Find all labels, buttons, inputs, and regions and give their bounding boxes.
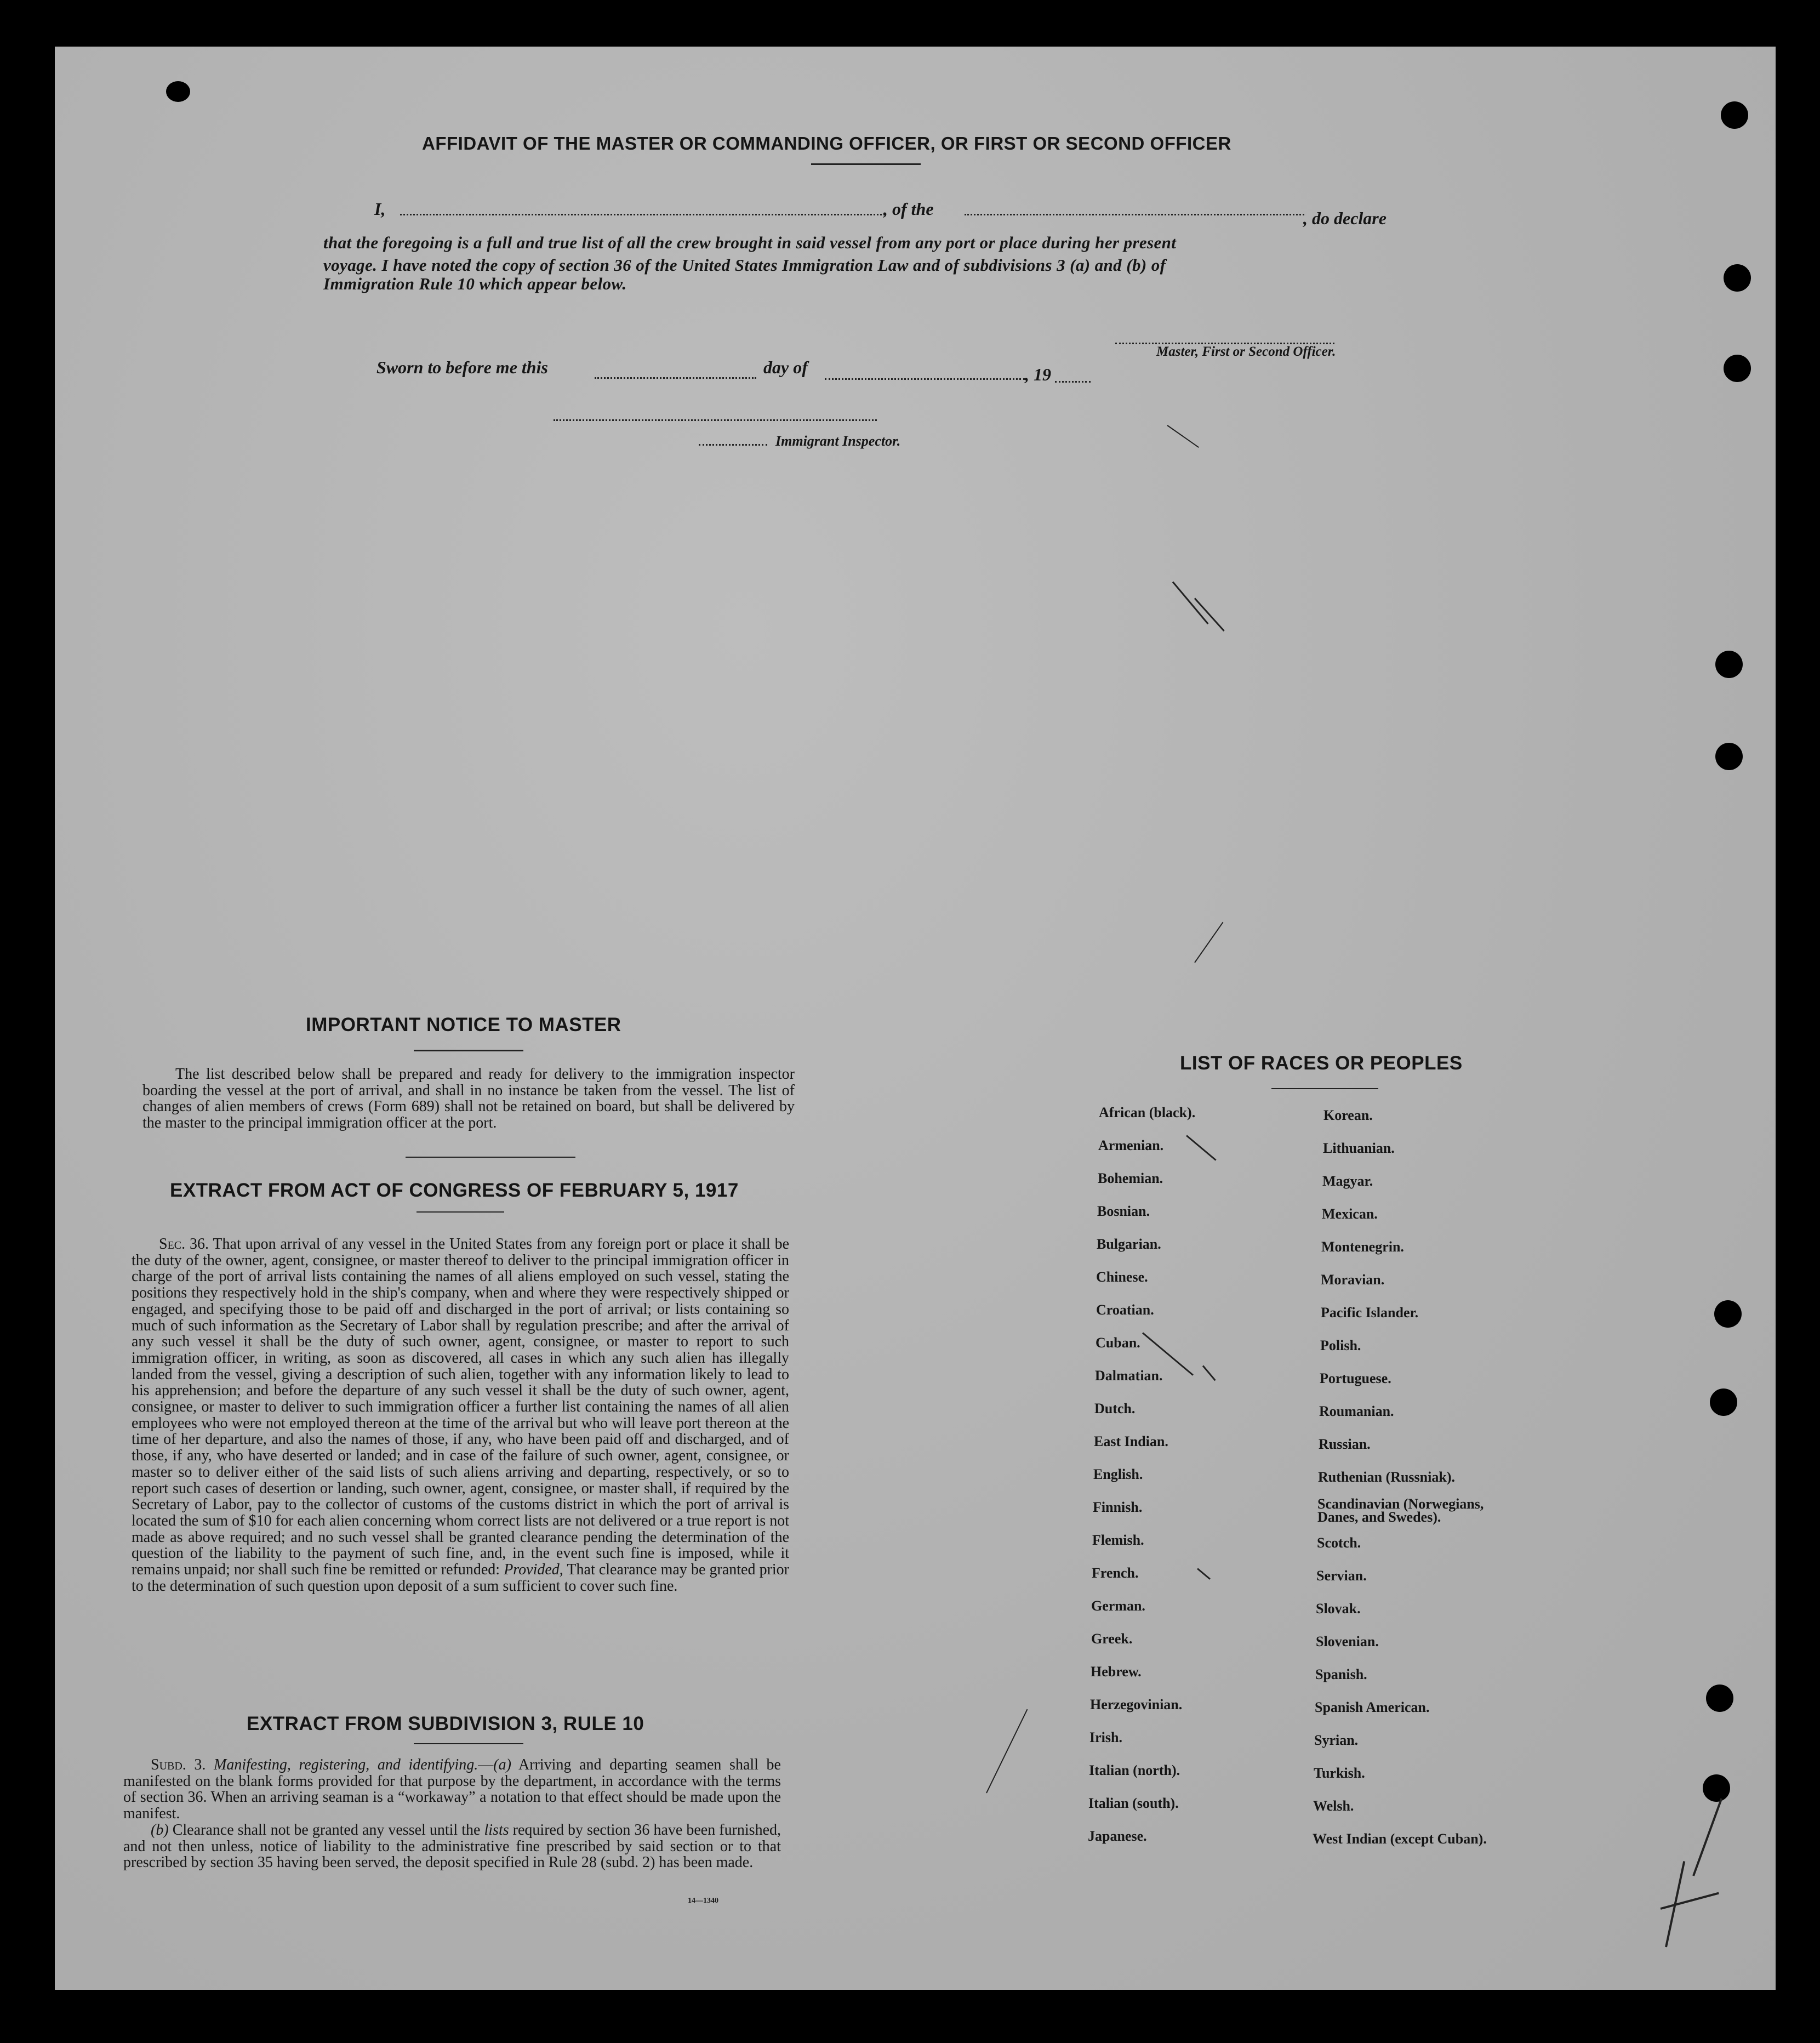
punch-hole [1721, 101, 1748, 129]
punch-hole [166, 81, 190, 102]
race-item: Moravian. [1321, 1272, 1385, 1288]
race-item: Greek. [1091, 1631, 1133, 1647]
affidavit-line-4: Immigration Rule 10 which appear below. [323, 274, 627, 293]
race-item: Turkish. [1314, 1765, 1365, 1781]
form-number: 14—1340 [688, 1897, 718, 1905]
inspector-label: Immigrant Inspector. [775, 433, 901, 449]
rule-underline [414, 1743, 523, 1744]
race-item: Slovak. [1316, 1601, 1361, 1617]
race-item: Scandinavian (Norwegians, Danes, and Swedes). [1317, 1496, 1484, 1525]
race-item: Chinese. [1096, 1269, 1148, 1285]
race-item: Ruthenian (Russniak). [1318, 1469, 1455, 1485]
punch-hole [1706, 1685, 1733, 1712]
rule-title: EXTRACT FROM SUBDIVISION 3, RULE 10 [247, 1713, 644, 1734]
race-item: Cuban. [1096, 1335, 1140, 1351]
race-item: Mexican. [1322, 1206, 1378, 1222]
sec-label: Sec. 36. [159, 1236, 209, 1253]
b-lists: lists [484, 1821, 509, 1839]
race-item: Hebrew. [1091, 1664, 1142, 1680]
b-text-1: Clearance shall not be granted any vessel until the [172, 1821, 481, 1839]
race-item: Slovenian. [1316, 1634, 1379, 1649]
race-item: Welsh. [1313, 1798, 1354, 1814]
b-label: (b) [151, 1821, 169, 1839]
race-item: Korean. [1323, 1107, 1373, 1123]
notice-divider [406, 1157, 575, 1158]
race-item: Bosnian. [1097, 1203, 1150, 1219]
races-title: LIST OF RACES OR PEOPLES [1180, 1052, 1463, 1074]
race-item: Scotch. [1317, 1535, 1361, 1551]
affidavit-of-the: , of the [883, 199, 934, 219]
sworn-year: , 19 [1025, 365, 1051, 384]
race-item: Pacific Islander. [1321, 1305, 1419, 1321]
subd-title: Manifesting, registering, and identifying. [214, 1756, 478, 1773]
affidavit-line-2: that the foregoing is a full and true list of all the crew brought in said vessel from any port or place during her present [323, 233, 1177, 252]
race-item: Spanish. [1315, 1666, 1367, 1682]
race-item: Croatian. [1096, 1302, 1154, 1318]
race-item: German. [1091, 1598, 1145, 1614]
a-label: (a) [493, 1756, 511, 1773]
punch-hole [1703, 1774, 1730, 1802]
race-item: Herzegovinian. [1090, 1697, 1183, 1712]
affidavit-i: I, [374, 199, 386, 219]
act-paragraph [132, 1236, 789, 1594]
subd-label: Subd. 3. [151, 1756, 206, 1773]
races-underline [1271, 1088, 1378, 1089]
sworn-month-blank[interactable] [825, 378, 1025, 380]
race-item: East Indian. [1094, 1433, 1168, 1449]
affidavit-line-3: voyage. I have noted the copy of section 36 of the United States Immigration Law and of subdivisions 3 (a) and (b) of [323, 255, 1166, 275]
race-item: Lithuanian. [1323, 1140, 1395, 1156]
race-item: Roumanian. [1319, 1403, 1394, 1419]
inspector-signature-line[interactable] [554, 419, 877, 421]
affidavit-title: AFFIDAVIT OF THE MASTER OR COMMANDING OFFICER, OR FIRST OR SECOND OFFICER [422, 133, 1231, 153]
race-item: Portuguese. [1320, 1370, 1391, 1386]
a-text: Arriving and departing seamen shall be manifested on the blank forms provided for that purpose by the department, in accordance with the terms of section 36. When an arriving seaman is a “workaway” a notation to that effect should be made upon the manifest. [123, 1756, 781, 1823]
race-item: Armenian. [1098, 1137, 1164, 1153]
punch-hole [1715, 743, 1743, 770]
race-item: Italian (north). [1089, 1762, 1180, 1778]
punch-hole [1724, 355, 1751, 382]
proviso-word: Provided, [504, 1561, 563, 1579]
act-body: That upon arrival of any vessel in the United States from any foreign port or place it shall be the duty of the owner, agent, consignee, or master thereof to deliver to the principal immigration officer in charge of the port of arrival lists containing the names of all aliens employed on such vessel, stating the positions they respectively hold in the ship's company, when and where they were respectively shipped or engaged, and specifying those to be paid off and discharged in the port of arrival; or lists containing so much of such information as the Secretary of Labor shall by regulation prescribe; and after the arrival of any such vessel it shall be the duty of such owner, agent, consignee, or master to report to such immigration officer, in writing, as soon as discovered, all cases in which any such alien has illegally landed from the vessel, giving a description of such alien, together with any information likely to lead to his apprehension; and before the departure of any such vessel it shall be the duty of such owner, agent, consignee, or master to deliver to such immigration officer a further list containing the names of all alien employees who were not employed thereon at the time of the arrival but who will leave port thereon at the time of her departure, and also the names of those, if any, who have been paid off and discharged, and of those, if any, who have deserted or landed; and in case of the failure of such owner, agent, consignee, or master so to deliver either of the said lists of such aliens arriving and departing, respectively, or so to report such cases of desertion or landing, such owner, agent, consignee, or master shall, if required by the Secretary of Labor, pay to the collector of customs of the customs district in which the port of arrival is located the sum of $10 for each alien concerning whom correct lists are not delivered or a true report is not made as above required; and no such vessel shall be granted clearance pending the determination of the question of the liability to the payment of such fine, and, in the event such fine is imposed, while it remains unpaid; nor shall such fine be remitted or refunded: [132, 1236, 789, 1579]
race-item: Japanese. [1088, 1828, 1147, 1844]
punch-hole [1710, 1388, 1737, 1416]
vessel-blank[interactable] [965, 214, 1304, 215]
race-item: Flemish. [1092, 1532, 1144, 1548]
punch-hole [1715, 651, 1743, 678]
race-item: French. [1092, 1565, 1139, 1581]
act-text [132, 1236, 789, 1594]
race-item: Italian (south). [1088, 1795, 1179, 1811]
b-text-2: required by section 36 have been furnished, and not then unless, notice of liability to the administrative fine prescribed by said section or to that prescribed by section 35 having been served, the deposit specified in Rule 28 (subd. 2) has been made. [123, 1821, 781, 1871]
sworn-day-of: day of [763, 357, 808, 377]
race-item: Polish. [1320, 1338, 1361, 1353]
race-item: Finnish. [1093, 1499, 1143, 1515]
race-item: Dalmatian. [1095, 1368, 1163, 1384]
act-title: EXTRACT FROM ACT OF CONGRESS OF FEBRUARY 5, 1917 [170, 1180, 739, 1201]
race-item: Bulgarian. [1097, 1236, 1161, 1252]
inspector-short-line [699, 444, 767, 446]
race-item: Spanish American. [1315, 1699, 1430, 1715]
affidavit-declare: , do declare [1303, 208, 1387, 228]
race-item: Montenegrin. [1321, 1239, 1404, 1255]
notice-paragraph: The list described below shall be prepared and ready for delivery to the immigration inspector boarding the vessel at the port of arrival, and shall in no instance be taken from the vessel. The list of changes of alien members of crews (Form 689) shall not be retained on board, but shall be delivered by the master to the principal immigration officer at the port. [142, 1066, 795, 1132]
notice-title: IMPORTANT NOTICE TO MASTER [306, 1014, 621, 1035]
name-blank[interactable] [400, 214, 885, 215]
race-item: West Indian (except Cuban). [1313, 1831, 1487, 1847]
race-item: Irish. [1089, 1729, 1122, 1745]
rule-text [123, 1757, 781, 1871]
notice-underline [414, 1050, 523, 1051]
race-item: Magyar. [1322, 1173, 1373, 1189]
race-item: Russian. [1319, 1436, 1371, 1452]
notice-text [142, 1066, 795, 1131]
race-item: Syrian. [1314, 1732, 1359, 1748]
sworn-year-blank[interactable] [1055, 381, 1091, 383]
proviso-text: That clearance may be granted prior to the determination of such question upon deposit of a sum sufficient to cover such fine. [132, 1561, 790, 1595]
rule-paragraph-a: Subd. 3. Manifesting, registering, and identifying.—(a) Arriving and departing seamen shall be manifested on the blank forms provided for that purpose by the department, in accordance with the terms of section 36. When an arriving seaman is a “workaway” a notation to that effect should be made upon the manifest. [123, 1756, 781, 1823]
punch-hole [1724, 264, 1751, 292]
race-item: Bohemian. [1098, 1170, 1163, 1186]
punch-hole [1714, 1300, 1742, 1328]
race-item: Dutch. [1094, 1401, 1136, 1416]
act-underline [417, 1211, 504, 1213]
race-item: African (black). [1099, 1105, 1196, 1120]
sworn-prefix: Sworn to before me this [376, 357, 548, 377]
title-underline [811, 163, 921, 165]
master-label: Master, First or Second Officer. [1156, 344, 1336, 359]
sworn-day-blank[interactable] [595, 377, 756, 379]
race-item: English. [1093, 1466, 1143, 1482]
race-item: Servian. [1316, 1568, 1367, 1584]
rule-paragraph-b [123, 1822, 781, 1871]
